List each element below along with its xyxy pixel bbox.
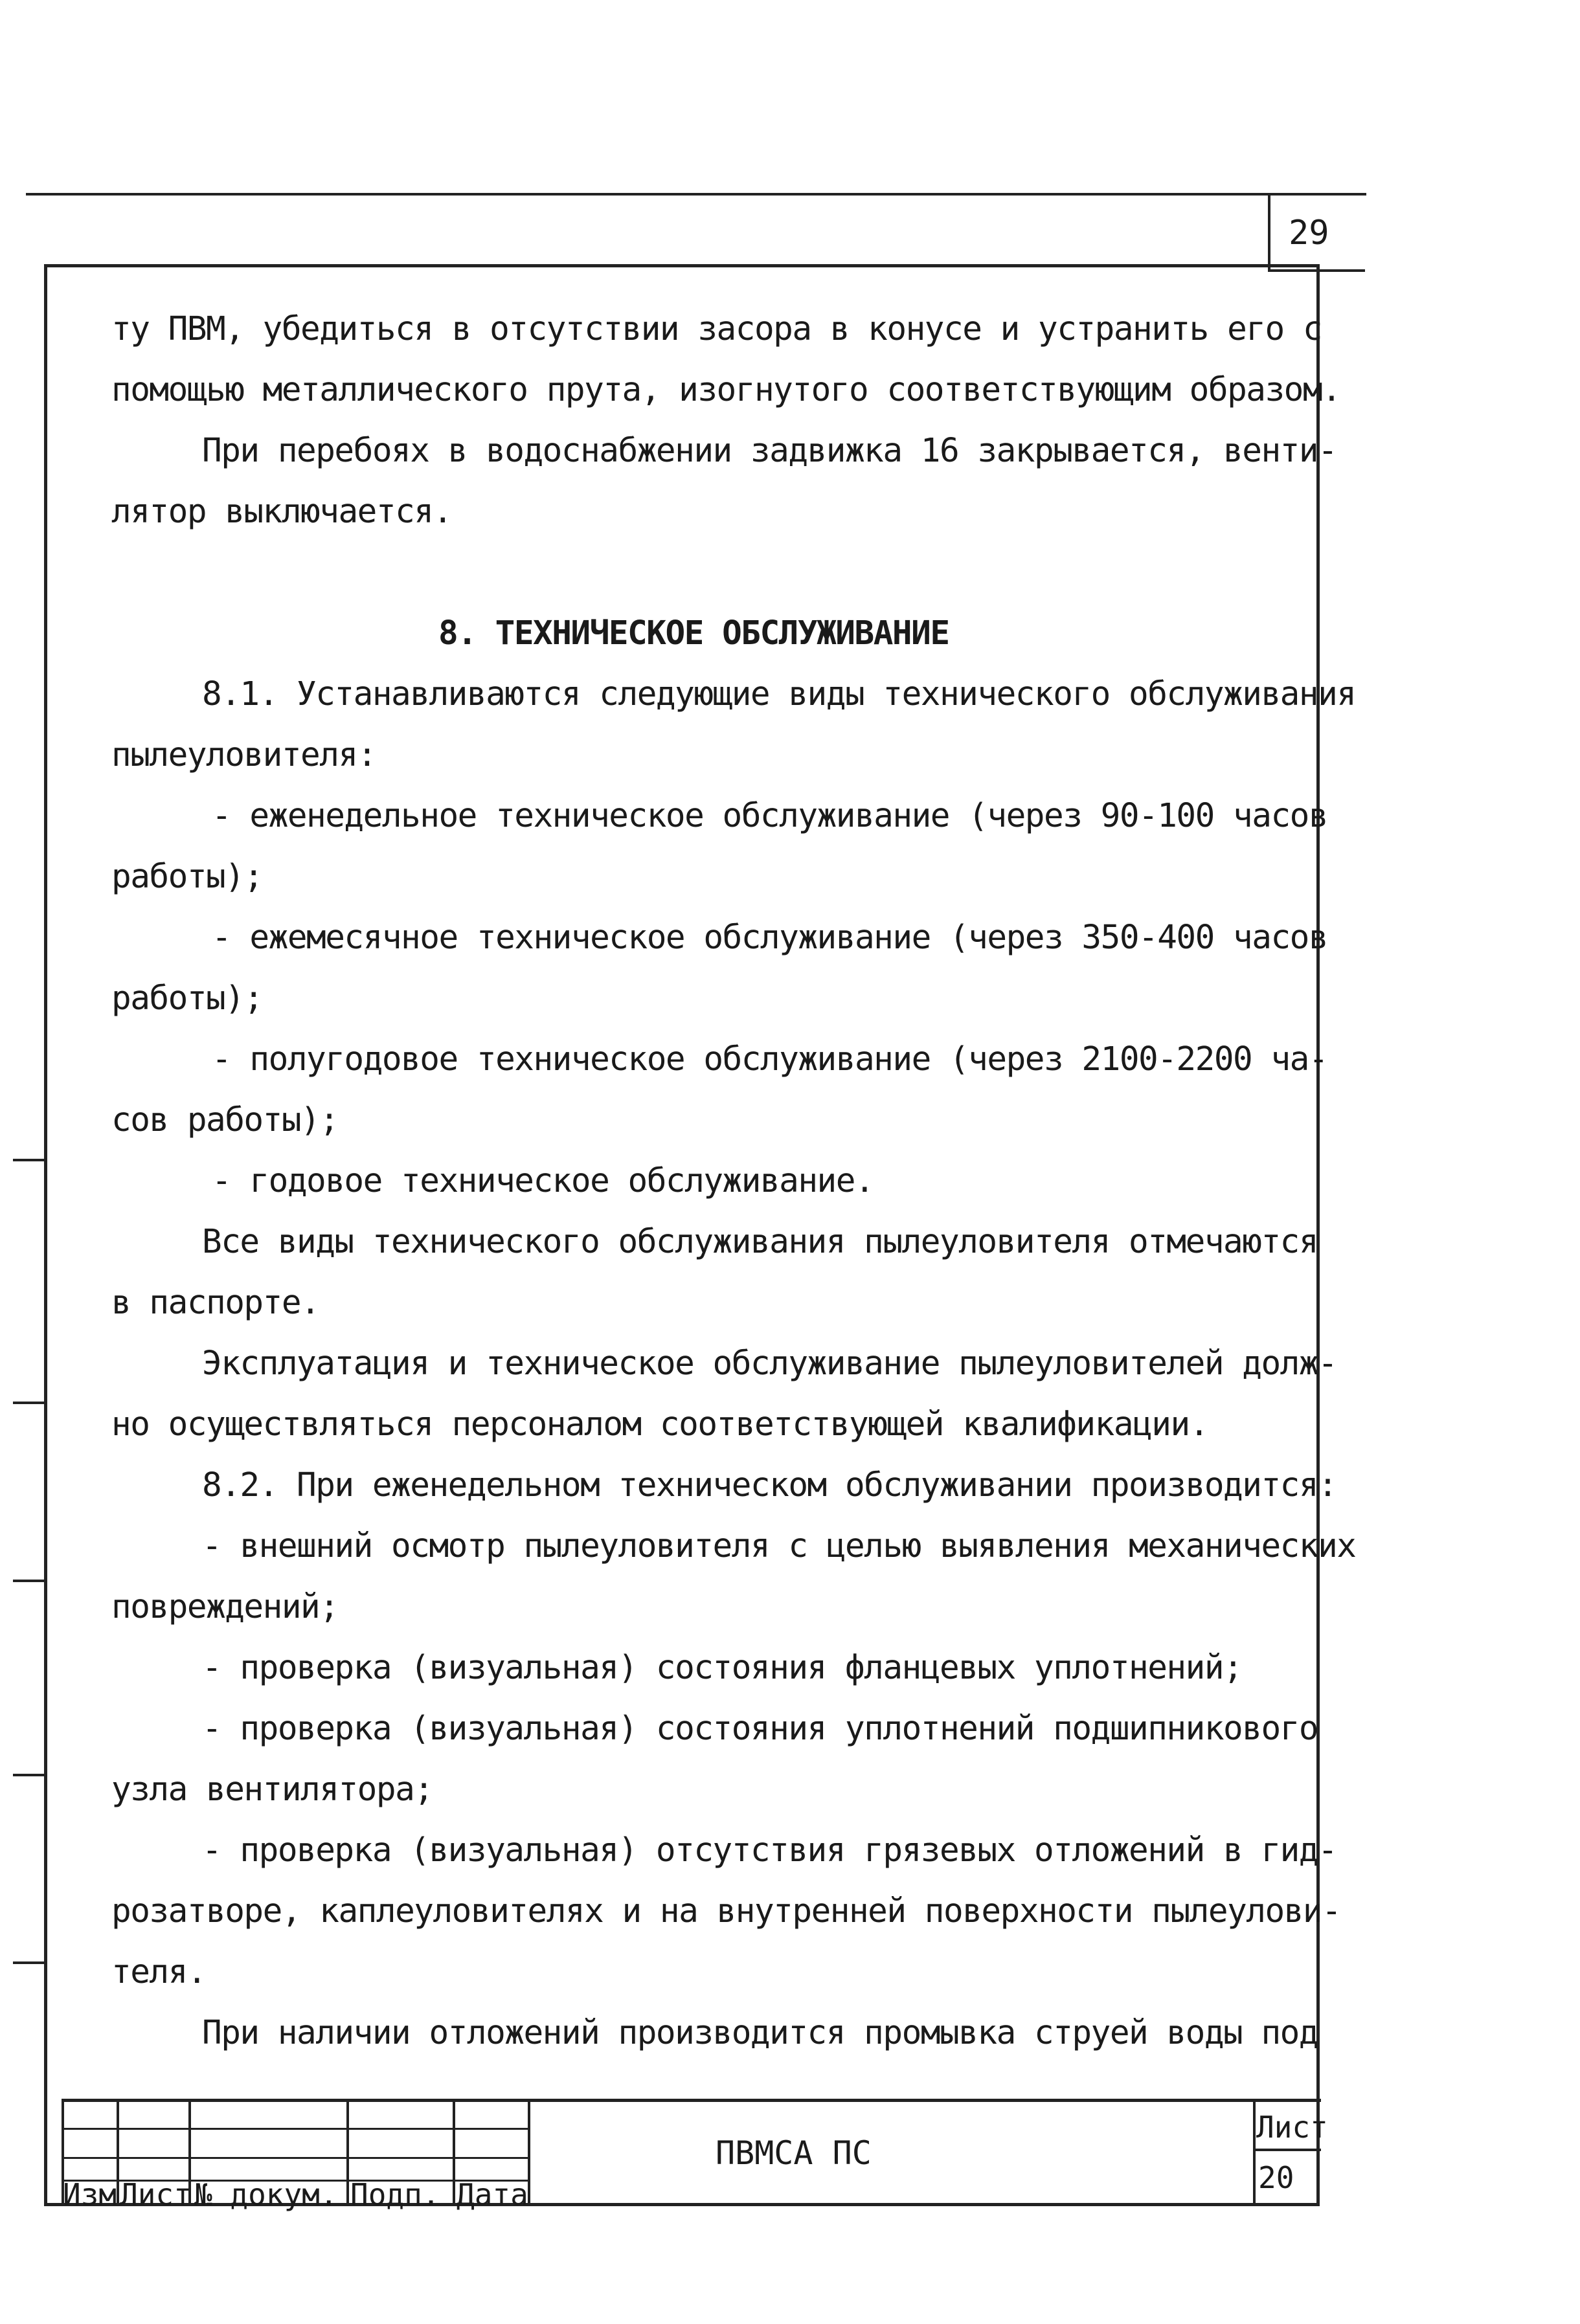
list-item: - проверка (визуальная) отсутствия грязевых отложений в гид- bbox=[202, 1831, 1337, 1870]
text-line: пылеуловителя: bbox=[111, 736, 376, 774]
paragraph-start: Все виды технического обслуживания пылеуловителя отмечаются bbox=[202, 1223, 1318, 1261]
stamp-row-line bbox=[62, 2128, 528, 2130]
blank-line bbox=[111, 542, 1303, 603]
page-number: 29 bbox=[1289, 214, 1329, 252]
sheet-divider bbox=[1253, 2149, 1321, 2151]
margin-tick bbox=[13, 1580, 45, 1582]
stamp-col-line bbox=[117, 2102, 119, 2206]
stamp-col-date: Дата bbox=[457, 2177, 528, 2212]
paragraph-start: Эксплуатация и техническое обслуживание пылеуловителей долж- bbox=[202, 1345, 1337, 1383]
text-line: ту ПВМ, убедиться в отсутствии засора в конусе и устранить его с bbox=[111, 310, 1322, 348]
top-border-line bbox=[26, 193, 1366, 196]
document-code: ПВМСА ПС bbox=[716, 2134, 872, 2172]
stamp-col-line bbox=[453, 2102, 455, 2206]
margin-tick bbox=[13, 1402, 45, 1404]
list-item: - ежемесячное техническое обслуживание (через 350-400 часов bbox=[212, 919, 1328, 957]
paragraph-start: При наличии отложений производится промывка струей воды под bbox=[202, 2014, 1318, 2052]
margin-tick bbox=[13, 1774, 45, 1776]
margin-tick bbox=[13, 1961, 45, 1964]
text-line: лятор выключается. bbox=[111, 493, 452, 531]
text-line: работы); bbox=[111, 979, 263, 1018]
sheet-number: 20 bbox=[1258, 2160, 1294, 2195]
text-line: помощью металлического прута, изогнутого соответствующим образом. bbox=[111, 371, 1341, 409]
list-item: - еженедельное техническое обслуживание (через 90-100 часов bbox=[212, 797, 1328, 835]
list-item: - внешний осмотр пылеуловителя с целью выявления механических bbox=[202, 1527, 1356, 1565]
stamp-col-signature: Подп. bbox=[350, 2177, 440, 2212]
text-line: теля. bbox=[111, 1953, 207, 1991]
list-item: - полугодовое техническое обслуживание (через 2100-2200 ча- bbox=[212, 1040, 1328, 1078]
text-line: в паспорте. bbox=[111, 1284, 320, 1322]
section-heading: 8. ТЕХНИЧЕСКОЕ ОБСЛУЖИВАНИЕ bbox=[438, 614, 949, 653]
text-line: сов работы); bbox=[111, 1101, 339, 1139]
paragraph-start: При перебоях в водоснабжении задвижка 16 закрывается, венти- bbox=[202, 432, 1337, 470]
margin-tick bbox=[13, 1159, 45, 1161]
text-line: но осуществляться персоналом соответствующей квалификации. bbox=[111, 1405, 1208, 1444]
stamp-col-line bbox=[346, 2102, 349, 2206]
stamp-col-izm: Изм bbox=[63, 2177, 117, 2212]
title-block bbox=[62, 2099, 1328, 2212]
page-number-divider bbox=[1268, 193, 1270, 269]
list-item: - проверка (визуальная) состояния фланцевых уплотнений; bbox=[202, 1649, 1243, 1687]
text-line: работы); bbox=[111, 858, 263, 896]
stamp-col-doc: № докум. bbox=[194, 2177, 338, 2212]
stamp-col-list: Лист bbox=[120, 2177, 192, 2212]
text-line: розатворе, каплеуловителях и на внутренней поверхности пылеулови- bbox=[111, 1892, 1341, 1930]
paragraph-start: 8.1. Устанавливаются следующие виды технического обслуживания bbox=[202, 675, 1356, 713]
text-line: узла вентилятора; bbox=[111, 1771, 433, 1809]
text-line: повреждений; bbox=[111, 1588, 339, 1626]
list-item: - годовое техническое обслуживание. bbox=[212, 1162, 874, 1200]
stamp-col-line bbox=[1253, 2102, 1256, 2206]
list-item: - проверка (визуальная) состояния уплотнений подшипникового bbox=[202, 1710, 1318, 1748]
document-body bbox=[111, 299, 1356, 2064]
stamp-row-line bbox=[62, 2157, 528, 2159]
sheet-label: Лист bbox=[1256, 2110, 1328, 2145]
paragraph-start: 8.2. При еженедельном техническом обслуживании производится: bbox=[202, 1466, 1337, 1504]
